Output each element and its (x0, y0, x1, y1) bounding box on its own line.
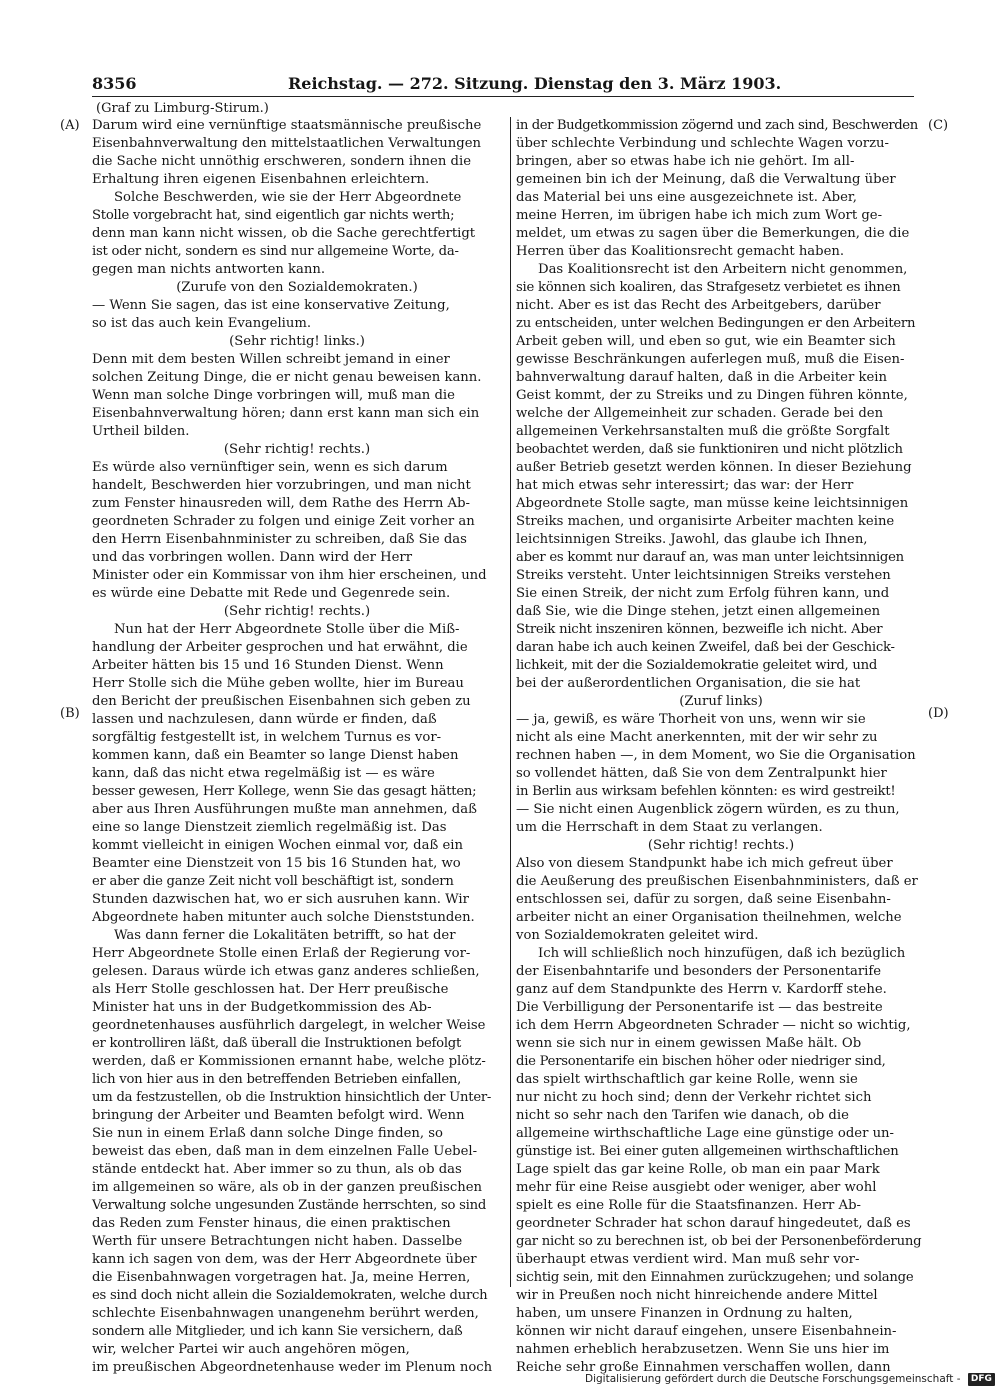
text-line: werden, daß er Kommissionen ernannt habe, welche plötz- (92, 1054, 486, 1069)
text-line: nicht. Aber es ist das Recht des Arbeitgebers, darüber (516, 298, 881, 313)
text-line: nahmen erheblich herabzusetzen. Wenn Sie uns hier im (516, 1342, 890, 1357)
text-line: lich von hier aus in den betreffenden Betrieben einfallen, (92, 1072, 462, 1087)
text-line: beobachtet werden, daß sie funktioniren und nicht plötzlich (516, 442, 903, 457)
text-line: Also von diesem Standpunkt habe ich mich gefreut über (516, 856, 893, 871)
text-line: außer Betrieb gesetzt werden können. In dieser Beziehung (516, 460, 912, 475)
text-line: lichkeit, mit der die Sozialdemokratie geleitet wird, und (516, 658, 878, 673)
text-line: Wenn man solche Dinge vorbringen will, muß man die (92, 388, 455, 403)
text-line: meldet, um etwas zu sagen über die Bemerkungen, die die (516, 226, 910, 241)
text-line: Werth für unsere Betrachtungen nicht haben. Dasselbe (92, 1234, 463, 1249)
text-line: Das Koalitionsrecht ist den Arbeitern nicht genommen, (538, 262, 908, 277)
text-line: wir in Preußen noch nicht hinreichende andere Mittel (516, 1288, 878, 1303)
text-line: stände entdeckt hat. Aber immer so zu thun, als ob das (92, 1162, 462, 1177)
footer-credit-text: Digitalisierung gefördert durch die Deutsche Forschungsgemeinschaft - (585, 1373, 961, 1385)
text-line: bringung der Arbeiter und Beamten befolgt wird. Wenn (92, 1108, 465, 1123)
text-line: Herr Stolle sich die Mühe geben wollte, hier im Bureau (92, 676, 464, 691)
text-line: von Sozialdemokraten geleitet wird. (516, 928, 759, 943)
text-line: in Berlin aus wirksam befehlen könnten: es wird gestreikt! (516, 784, 896, 799)
text-line: besser gewesen, Herr Kollege, wenn Sie das gesagt hätten; (92, 784, 477, 799)
right-column (516, 117, 926, 1375)
text-line: den Herrn Eisenbahnminister zu schreiben, daß Sie das (92, 532, 467, 547)
footer-credit (585, 1371, 992, 1387)
text-line: die Personentarife ein bischen höher oder niedriger sind, (516, 1054, 886, 1069)
left-column (92, 117, 502, 1375)
text-line: bei der außerordentlichen Organisation, die sie hat (516, 676, 861, 691)
text-line: allgemeinen Verkehrsanstalten muß die größte Sorgfalt (516, 424, 890, 439)
text-line: daran habe ich auch keinen Zweifel, daß bei der Geschick- (516, 640, 895, 655)
page-number: 8356 (92, 74, 137, 93)
text-line: Beamter eine Dienstzeit von 15 bis 16 Stunden hat, wo (92, 856, 461, 871)
text-line: gegen man nichts antworten kann. (92, 262, 326, 277)
text-line: die Sache nicht unnöthig erschweren, sondern ihnen die (92, 154, 471, 169)
text-line: eine so lange Dienstzeit ziemlich regelmäßig ist. Das (92, 820, 447, 835)
text-line: aber es kommt nur darauf an, was man unter leichtsinnigen (516, 550, 904, 565)
text-line: Erhaltung ihren eigenen Eisenbahnen erleichtern. (92, 172, 430, 187)
text-line: beweist das eben, daß man in dem einzelnen Falle Uebel- (92, 1144, 478, 1159)
text-line: allgemeine wirthschaftliche Lage eine günstige oder un- (516, 1126, 895, 1141)
text-line: Abgeordnete Stolle sagte, man müsse keine leichtsinnigen (516, 496, 909, 511)
text-line: zu entscheiden, unter welchen Bedingungen er den Arbeitern (516, 316, 916, 331)
text-line: Minister oder ein Kommissar von ihm hier erscheinen, und (92, 568, 487, 583)
text-line: als Herr Stolle geschlossen hat. Der Herr preußische (92, 982, 449, 997)
text-line: zum Fenster hinausreden will, dem Rathe des Herrn Ab- (92, 496, 470, 511)
text-line: Nun hat der Herr Abgeordnete Stolle über die Miß- (114, 622, 460, 637)
text-line: Reiche sehr große Einnahmen verschaffen wollen, dann (516, 1360, 891, 1375)
margin-letter-a: (A) (60, 118, 80, 133)
text-line: er aber die ganze Zeit nicht voll beschäftigt ist, sondern (92, 874, 454, 889)
margin-letter-b: (B) (60, 706, 80, 721)
text-line: geordneter Schrader hat schon darauf hingedeutet, daß es (516, 1216, 911, 1231)
text-line: so vollendet hätten, daß Sie von dem Zentralpunkt hier (516, 766, 887, 781)
text-line: schlechte Eisenbahnwagen unangenehm berührt werden, (92, 1306, 479, 1321)
text-line: handlung der Arbeiter gesprochen und hat erwähnt, die (92, 640, 468, 655)
text-line: kommen kann, daß ein Beamter so lange Dienst haben (92, 748, 459, 763)
text-line: (Sehr richtig! links.) (229, 334, 365, 349)
text-line: Darum wird eine vernünftige staatsmännische preußische (92, 118, 482, 133)
text-line: handelt, Beschwerden hier vorzubringen, und man nicht (92, 478, 471, 493)
text-line: geordnetenhauses ausführlich dargelegt, in welcher Weise (92, 1018, 486, 1033)
header-rule (92, 96, 914, 97)
text-line: — Sie nicht einen Augenblick zögern würden, es zu thun, (516, 802, 900, 817)
text-line: die Eisenbahnwagen vorgetragen hat. Ja, meine Herren, (92, 1270, 471, 1285)
text-line: kann, daß das nicht etwa regelmäßig ist — es wäre (92, 766, 435, 781)
text-line: in der Budgetkommission zögernd und zach sind, Beschwerden (516, 118, 918, 133)
text-line: (Sehr richtig! rechts.) (223, 604, 371, 619)
text-line: meine Herren, im übrigen habe ich mich zum Wort ge- (516, 208, 883, 223)
text-line: Sie einen Streik, der nicht zum Erfolg führen kann, und (516, 586, 890, 601)
text-line: es sind doch nicht allein die Sozialdemokraten, welche durch (92, 1288, 488, 1303)
text-line: Stolle vorgebracht hat, sind eigentlich gar nichts werth; (92, 208, 455, 223)
text-line: Eisenbahnverwaltung hören; dann erst kann man sich ein (92, 406, 480, 421)
text-line: — Wenn Sie sagen, das ist eine konservative Zeitung, (92, 298, 450, 313)
text-line: arbeiter nicht an einer Organisation theilnehmen, welche (516, 910, 902, 925)
text-line: Sie nun in einem Erlaß dann solche Dinge finden, so (92, 1126, 443, 1141)
margin-letter-d: (D) (928, 706, 949, 721)
text-line: welche der Allgemeinheit zur schaden. Gerade bei den (516, 406, 884, 421)
text-line: haben, um unsere Finanzen in Ordnung zu halten, (516, 1306, 853, 1321)
text-line: (Sehr richtig! rechts.) (223, 442, 371, 457)
text-line: lassen und nachzulesen, dann würde er finden, daß (92, 712, 437, 727)
text-line: Streiks versteht. Unter leichtsinnigen Streiks verstehen (516, 568, 891, 583)
page-header (92, 73, 914, 95)
text-line: Abgeordnete haben mitunter auch solche Dienststunden. (92, 910, 475, 925)
dfg-logo: DFG (968, 1373, 995, 1386)
margin-letter-c: (C) (928, 118, 949, 133)
text-line: gelesen. Daraus würde ich etwas ganz anderes schließen, (92, 964, 480, 979)
text-line: Denn mit dem besten Willen schreibt jemand in einer (92, 352, 450, 367)
text-line: denn man kann nicht wissen, ob die Sache gerechtfertigt (92, 226, 476, 241)
text-line: gemeinen bin ich der Meinung, daß die Verwaltung über (516, 172, 896, 187)
text-line: hat mich etwas sehr interessirt; das war: der Herr (516, 478, 854, 493)
text-line: geordneten Schrader zu folgen und einige Zeit vorher an (92, 514, 475, 529)
text-line: solchen Zeitung Dinge, die er nicht genau beweisen kann. (92, 370, 482, 385)
text-line: sondern alle Mitglieder, und ich kann Sie versichern, daß (92, 1324, 463, 1339)
text-line: Herren über das Koalitionsrecht gemacht haben. (516, 244, 845, 259)
text-line: sichtig sein, mit den Einnahmen zurückzugehen; und solange (516, 1270, 914, 1285)
text-line: Die Verbilligung der Personentarife ist — das bestreite (516, 1000, 883, 1015)
text-line: Streiks machen, und organisirte Arbeiter machten keine (516, 514, 895, 529)
text-line: das Reden zum Fenster hinaus, die einen praktischen (92, 1216, 451, 1231)
text-line: nicht so sehr nach den Tarifen wie danach, ob die (516, 1108, 849, 1123)
text-line: Stunden dazwischen hat, wo er sich ausruhen kann. Wir (92, 892, 469, 907)
text-line: mehr für eine Reise ausgiebt oder weniger, aber wohl (516, 1180, 877, 1195)
text-line: Solche Beschwerden, wie sie der Herr Abgeordnete (114, 190, 462, 205)
text-line: sie können sich koaliren, das Strafgesetz verbietet es ihnen (516, 280, 901, 295)
text-line: er kontrolliren läßt, daß überall die Instruktionen befolgt (92, 1036, 462, 1051)
text-line: Eisenbahnverwaltung den mittelstaatlichen Verwaltungen (92, 136, 482, 151)
text-line: im preußischen Abgeordnetenhause weder im Plenum noch (92, 1360, 493, 1375)
text-line: entschlossen sei, dafür zu sorgen, daß seine Eisenbahn- (516, 892, 891, 907)
speaker-note: (Graf zu Limburg-Stirum.) (96, 101, 269, 116)
text-line: können wir nicht darauf eingehen, unsere Eisenbahnein- (516, 1324, 897, 1339)
text-line: Geist kommt, der zu Streiks und zu Dingen führen könnte, (516, 388, 908, 403)
column-rule (510, 117, 511, 1287)
text-line: überhaupt etwas verdient wird. Man muß sehr vor- (516, 1252, 860, 1267)
text-line: (Sehr richtig! rechts.) (647, 838, 795, 853)
text-line: der Eisenbahntarife und besonders der Personentarife (516, 964, 882, 979)
text-line: aber aus Ihren Ausführungen mußte man annehmen, daß (92, 802, 477, 817)
text-line: das spielt wirthschaftlich gar keine Rolle, wenn sie (516, 1072, 858, 1087)
text-line: Herr Abgeordnete Stolle einen Erlaß der Regierung vor- (92, 946, 471, 961)
running-title: Reichstag. — 272. Sitzung. Dienstag den 3. März 1903. (288, 74, 782, 93)
text-line: das Material bei uns eine ausgezeichnete ist. Aber, (516, 190, 857, 205)
text-line: spielt es eine Rolle für die Staatsfinanzen. Herr Ab- (516, 1198, 861, 1213)
text-line: ist oder nicht, sondern es sind nur allgemeine Worte, da- (92, 244, 459, 259)
text-line: Verwaltung solche ungesunden Zustände herrschten, so sind (92, 1198, 487, 1213)
text-line: Es würde also vernünftiger sein, wenn es sich darum (92, 460, 448, 475)
text-line: und das vorbringen wollen. Dann wird der Herr (92, 550, 413, 565)
text-line: um die Herrschaft in dem Staat zu verlangen. (516, 820, 823, 835)
text-line: — ja, gewiß, es wäre Thorheit von uns, wenn wir sie (516, 712, 866, 727)
text-line: es würde eine Debatte mit Rede und Gegenrede sein. (92, 586, 451, 601)
text-line: Arbeit geben will, und eben so gut, wie ein Beamter sich (516, 334, 896, 349)
text-line: über schlechte Verbindung und schlechte Wagen vorzu- (516, 136, 889, 151)
text-line: leichtsinnigen Streiks. Jawohl, das glaube ich Ihnen, (516, 532, 868, 547)
text-line: Arbeiter hätten bis 15 und 16 Stunden Dienst. Wenn (92, 658, 444, 673)
text-line: sorgfältig festgestellt ist, in welchem Turnus es vor- (92, 730, 442, 745)
text-line: (Zuruf links) (679, 694, 763, 709)
text-line: so ist das auch kein Evangelium. (92, 316, 312, 331)
text-line: (Zurufe von den Sozialdemokraten.) (176, 280, 418, 295)
text-line: kommt vielleicht in einigen Wochen einmal vor, daß ein (92, 838, 464, 853)
text-line: Lage spielt das gar keine Rolle, ob man ein paar Mark (516, 1162, 880, 1177)
text-line: wenn sie sich nur in einem gewissen Maße hält. Ob (516, 1036, 862, 1051)
text-line: gewisse Beschränkungen auferlegen muß, muß die Eisen- (516, 352, 905, 367)
text-line: Urtheil bilden. (92, 424, 190, 439)
text-line: rechnen haben —, in dem Moment, wo Sie die Organisation (516, 748, 916, 763)
text-line: Streik nicht inszeniren können, bezweifle ich nicht. Aber (516, 622, 883, 637)
text-line: ganz auf dem Standpunkte des Herrn v. Kardorff stehe. (516, 982, 887, 997)
text-line: kann ich sagen von dem, was der Herr Abgeordnete über (92, 1252, 477, 1267)
text-line: bringen, aber so etwas habe ich nie gehört. Im all- (516, 154, 855, 169)
text-line: gar nicht so zu berechnen ist, ob bei der Personenbeförderung (516, 1234, 922, 1249)
text-line: nicht als eine Macht anerkennten, mit der wir sehr zu (516, 730, 878, 745)
text-line: daß Sie, wie die Dinge stehen, jetzt einen allgemeinen (516, 604, 881, 619)
text-line: den Bericht der preußischen Eisenbahnen sich geben zu (92, 694, 471, 709)
text-line: die Aeußerung des preußischen Eisenbahnministers, daß er (516, 874, 918, 889)
text-line: Ich will schließlich noch hinzufügen, daß ich bezüglich (538, 946, 906, 961)
text-line: wir, welcher Partei wir auch angehören mögen, (92, 1342, 410, 1357)
text-line: günstige ist. Bei einer guten allgemeinen wirthschaftlichen (516, 1144, 899, 1159)
text-line: ich dem Herrn Abgeordneten Schrader — nicht so wichtig, (516, 1018, 911, 1033)
text-line: im allgemeinen so wäre, als ob in der ganzen preußischen (92, 1180, 483, 1195)
text-line: bahnverwaltung darauf halten, daß in die Arbeiter kein (516, 370, 887, 385)
text-line: Minister hat uns in der Budgetkommission des Ab- (92, 1000, 432, 1015)
text-line: um da festzustellen, ob die Instruktion hinsichtlich der Unter- (92, 1090, 492, 1105)
text-line: nur nicht zu hoch sind; denn der Verkehr richtet sich (516, 1090, 872, 1105)
text-line: Was dann ferner die Lokalitäten betrifft, so hat der (114, 928, 456, 943)
